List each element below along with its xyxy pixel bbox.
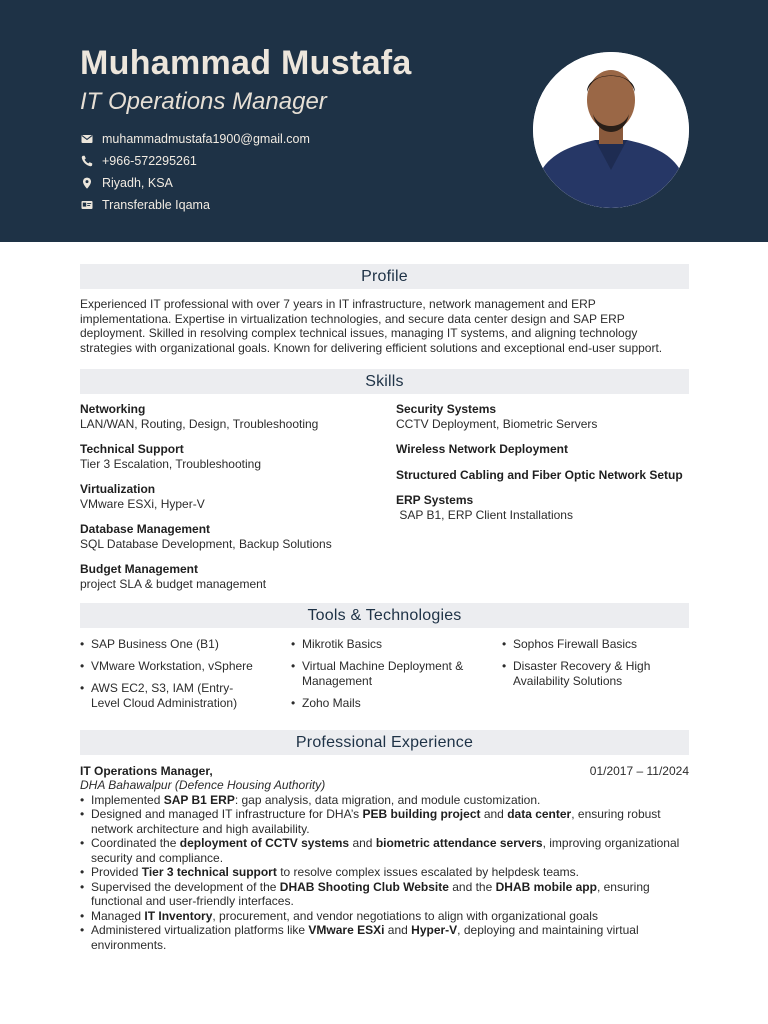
bullet-icon: • [80,836,85,851]
bullet-text-run: Supervised the development of the [91,879,280,894]
contact-email-text: muhammadmustafa1900@gmail.com [102,132,310,146]
bullet-icon: • [80,807,85,822]
experience-bullet-text [91,909,598,924]
skill-name: Networking [80,402,146,417]
bullet-text-run: and the [448,879,496,894]
bullet-icon: • [80,923,85,938]
experience-bullet [80,836,689,865]
profile-summary: Experienced IT professional with over 7 years in IT infrastructure, network management and ERP implementationa. Expertise in virtualization technologies, and secure data center design and SAP ERP deployment. Skilled in resolving complex technical issues, managing IT systems, and aligning technology strategies with organizational goals. Known for delivering efficient solutions and exceptional end-user support. [80,297,663,355]
emphasis-text: Tier 3 technical support [141,865,277,880]
experience-bullet [80,865,689,880]
skill-item [80,402,396,431]
skill-name: Technical Support [80,442,184,457]
experience-bullet-text [91,880,689,909]
skill-name: Wireless Network Deployment [396,442,568,457]
experience-bullet [80,793,689,808]
email-icon [80,132,94,146]
bullet-text-run: , ensuring functional and user-friendly interfaces. [91,879,650,909]
bullet-text-run: , procurement, and vendor negotiations to align with organizational goals [212,908,598,923]
contact-iqama-text: Transferable Iqama [102,198,210,212]
skill-name: Database Management [80,522,211,537]
experience-bullet-text [91,923,689,952]
job-role: IT Operations Manager, [80,763,213,778]
skills-column-right [396,402,689,602]
emphasis-text: IT Inventory [144,908,213,923]
contact-phone[interactable] [80,150,310,172]
tool-item: • Mikrotik Basics [291,637,383,652]
bullet-text-run: Implemented [91,792,164,807]
tools-column [291,637,502,718]
tool-item: • SAP Business One (B1) [80,637,219,652]
bullet-icon: • [80,879,85,894]
emphasis-text: deployment of CCTV systems [179,836,350,851]
skills-heading: Skills [80,369,689,394]
skill-item [396,402,689,431]
bullet-icon: • [80,865,85,880]
profile-heading: Profile [80,264,689,289]
profile-photo [533,52,689,208]
bullet-text-run: Administered virtualization platforms like [91,923,309,938]
experience-bullet-text [91,807,689,836]
skill-item [396,442,689,457]
bullet-icon: • [291,659,296,674]
bullet-text-run: and [384,923,412,938]
skill-name: Virtualization [80,482,156,497]
tools-grid [80,637,689,718]
emphasis-text: DHAB mobile app [495,879,597,894]
id-card-icon [80,198,94,212]
tool-item: • Virtual Machine Deployment & Management [291,659,464,688]
experience-bullet-text [91,836,689,865]
skill-item [80,522,396,551]
skill-item [396,468,689,483]
candidate-name: Muhammad Mustafa [80,44,412,82]
emphasis-text: VMware ESXi [308,923,385,938]
skill-name: Security Systems [396,402,497,417]
bullet-icon: • [502,637,507,652]
experience-bullet [80,880,689,909]
tool-item: • Sophos Firewall Basics [502,637,638,652]
bullet-icon: • [80,681,85,696]
skill-description: SQL Database Development, Backup Solutions [80,536,332,551]
experience-header [80,764,689,779]
bullet-text-run: , improving organizational security and compliance. [91,836,680,865]
candidate-title: IT Operations Manager [80,88,327,115]
experience-bullet [80,909,689,924]
bullet-text-run: : gap analysis, data migration, and module customization. [234,792,541,807]
location-icon [80,176,94,190]
skill-item [80,442,396,471]
bullet-icon: • [291,637,296,652]
tools-heading: Tools & Technologies [80,603,689,628]
contact-iqama [80,194,310,216]
skill-name: Structured Cabling and Fiber Optic Network Setup [396,467,683,482]
bullet-text-run: , ensuring robust network architecture and high availability. [91,807,661,836]
tool-item: • VMware Workstation, vSphere [80,659,253,674]
skill-name: Budget Management [80,562,199,577]
job-company: DHA Bahawalpur (Defence Housing Authority) [80,778,326,793]
bullet-icon: • [80,792,85,807]
bullet-text-run: Designed and managed IT infrastructure for DHA’s [91,807,363,822]
contact-phone-text: +966-572295261 [102,154,197,168]
bullet-text-run: Provided [91,865,142,880]
emphasis-text: SAP B1 ERP [163,792,235,807]
job-dates: 01/2017 – 11/2024 [589,763,689,778]
contact-email[interactable] [80,128,310,150]
skill-description: Tier 3 Escalation, Troubleshooting [80,456,261,471]
bullet-text-run: to resolve complex issues escalated by helpdesk teams. [276,865,580,880]
tools-column [502,637,689,718]
skill-item [396,493,689,522]
experience-heading: Professional Experience [80,730,689,755]
resume-body [80,264,689,952]
bullet-text-run: and [349,836,376,851]
job-bullets [80,793,689,953]
bullet-icon: • [502,659,507,674]
tools-column [80,637,291,718]
emphasis-text: PEB building project [362,807,481,822]
skill-description: SAP B1, ERP Client Installations [396,507,573,522]
bullet-text-run: Managed [91,908,145,923]
tool-item: • Disaster Recovery & High Availability Solutions [502,659,651,688]
resume-header [0,0,768,242]
emphasis-text: biometric attendance servers [375,836,543,851]
experience-bullet-text [91,865,579,880]
contact-list [80,128,310,216]
emphasis-text: Hyper-V [411,923,458,938]
experience-entry [80,764,689,953]
experience-bullet [80,807,689,836]
skill-name: ERP Systems [396,493,474,508]
bullet-text-run: Coordinated the [91,836,180,851]
bullet-icon: • [80,908,85,923]
experience-bullet-text [91,793,540,808]
contact-location-text: Riyadh, KSA [102,176,173,190]
skills-column-left [80,402,396,602]
skill-item [80,482,396,511]
skill-description: LAN/WAN, Routing, Design, Troubleshooting [80,416,319,431]
emphasis-text: DHAB Shooting Club Website [279,879,449,894]
skill-description: project SLA & budget management [80,576,267,591]
bullet-text-run: and [480,807,508,822]
phone-icon [80,154,94,168]
bullet-icon: • [80,637,85,652]
experience-bullet [80,923,689,952]
skill-item [80,562,396,591]
bullet-icon: • [291,695,296,710]
bullet-icon: • [80,659,85,674]
bullet-text-run: , deploying and maintaining virtual environments. [91,923,639,952]
skill-description: CCTV Deployment, Biometric Servers [396,416,598,431]
contact-location [80,172,310,194]
emphasis-text: data center [507,807,572,822]
skills-grid [80,402,689,602]
tool-item: • AWS EC2, S3, IAM (Entry-Level Cloud Administration) [80,681,238,710]
skill-description: VMware ESXi, Hyper-V [80,496,205,511]
tool-item: • Zoho Mails [291,695,361,710]
